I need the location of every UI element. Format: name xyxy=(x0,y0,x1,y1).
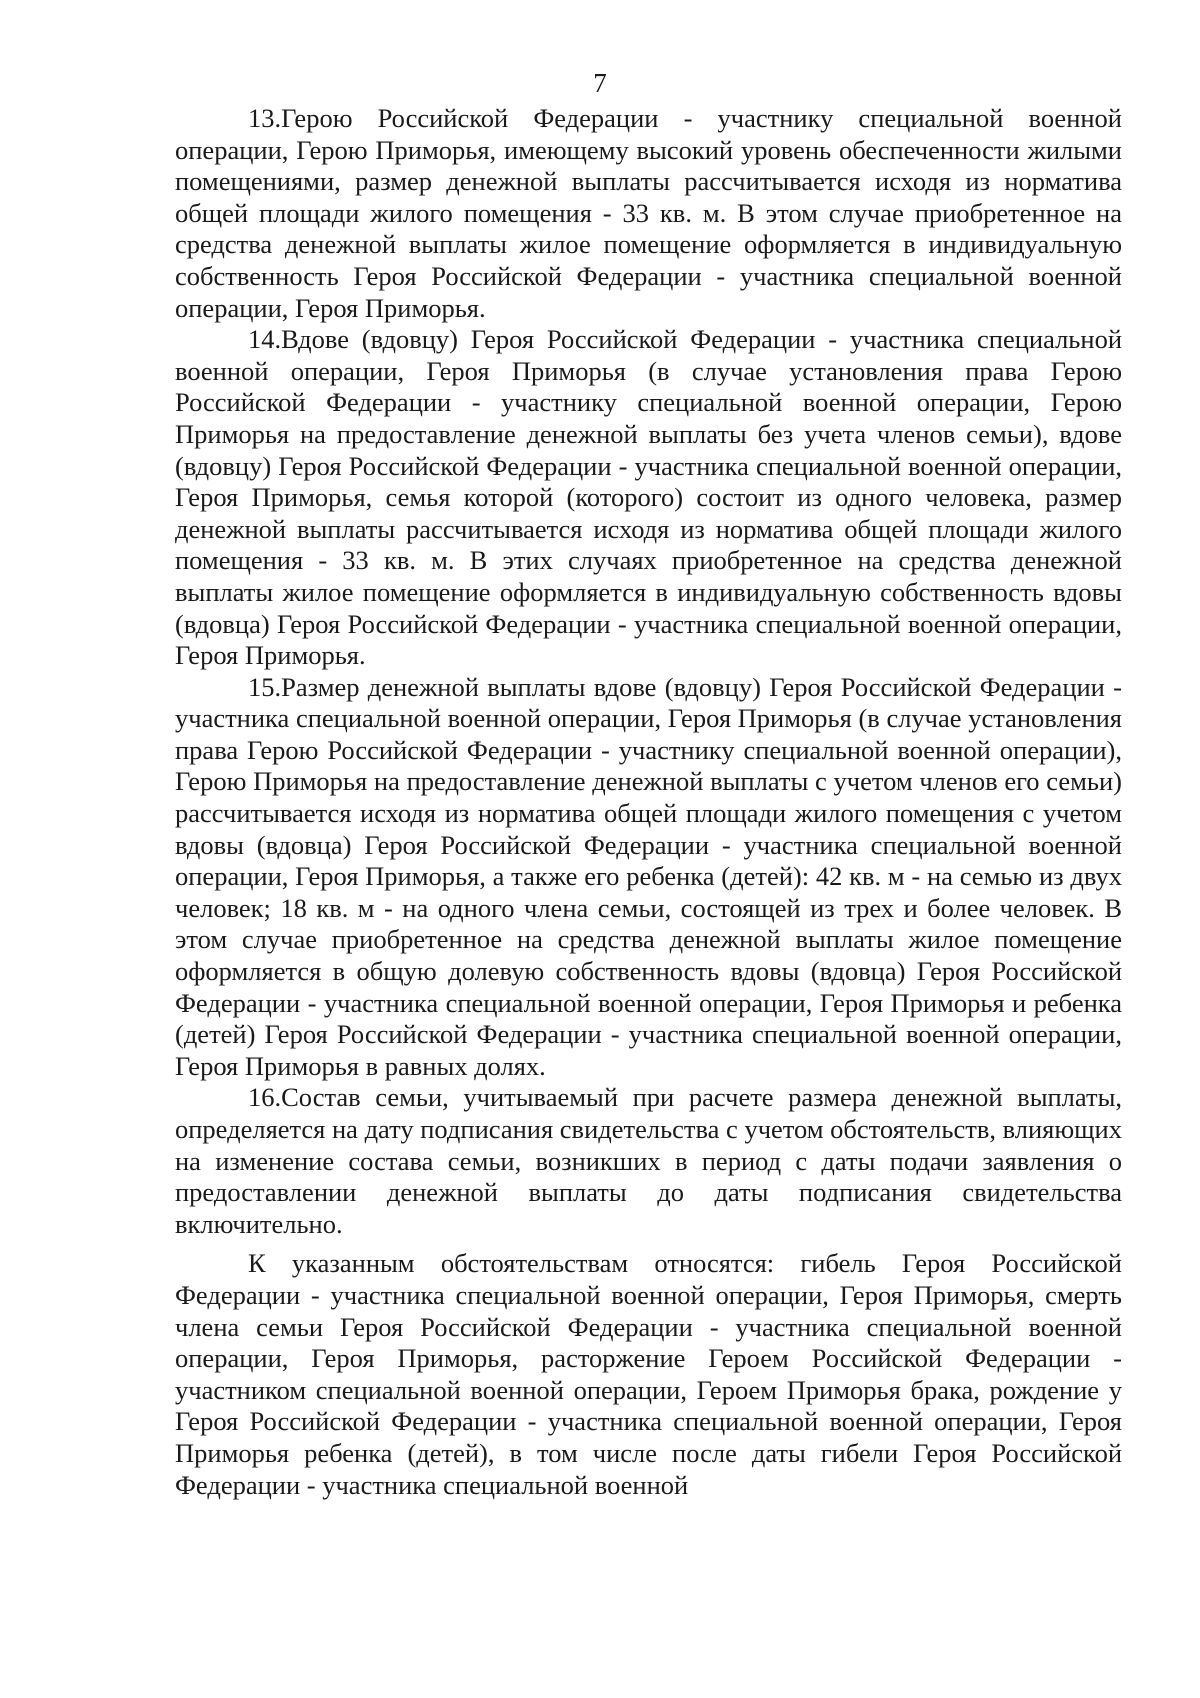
paragraph-16: 16.Состав семьи, учитываемый при расчете размера денежной выплаты, определяется на дату подписания свидетельства с учетом обстоятельств, влияющих на изменение состава семьи, возникших в период с даты подачи заявления о предоставлении денежной выплаты до даты подписания свидетельства включительно. xyxy=(175,1082,1122,1239)
page-number: 7 xyxy=(593,68,607,98)
paragraph-13: 13.Герою Российской Федерации - участнику специальной военной операции, Герою Приморья, имеющему высокий уровень обеспеченности жилыми помещениями, размер денежной выплаты рассчитывается исходя из норматива общей площади жилого помещения - 33 кв. м. В этом случае приобретенное на средства денежной выплаты жилое помещение оформляется в индивидуальную собственность Героя Российской Федерации - участника специальной военной операции, Героя Приморья. xyxy=(175,103,1122,323)
document-body xyxy=(175,103,1122,1501)
paragraph-14: 14.Вдове (вдовцу) Героя Российской Федерации - участника специальной военной операции, Героя Приморья (в случае установления права Герою Российской Федерации - участнику специальной военной операции, Герою Приморья на предоставление денежной выплаты без учета членов семьи), вдове (вдовцу) Героя Российской Федерации - участника специальной военной операции, Героя Приморья, семья которой (которого) состоит из одного человека, размер денежной выплаты рассчитывается исходя из норматива общей площади жилого помещения - 33 кв. м. В этих случаях приобретенное на средства денежной выплаты жилое помещение оформляется в индивидуальную собственность вдовы (вдовца) Героя Российской Федерации - участника специальной военной операции, Героя Приморья. xyxy=(175,324,1122,671)
paragraph-15: 15.Размер денежной выплаты вдове (вдовцу) Героя Российской Федерации - участника специальной военной операции, Героя Приморья (в случае установления права Герою Российской Федерации - участнику специальной военной операции), Герою Приморья на предоставление денежной выплаты с учетом членов его семьи) рассчитывается исходя из норматива общей площади жилого помещения с учетом вдовы (вдовца) Героя Российской Федерации - участника специальной военной операции, Героя Приморья, а также его ребенка (детей): 42 кв. м - на семью из двух человек; 18 кв. м - на одного члена семьи, состоящей из трех и более человек. В этом случае приобретенное на средства денежной выплаты жилое помещение оформляется в общую долевую собственность вдовы (вдовца) Героя Российской Федерации - участника специальной военной операции, Героя Приморья и ребенка (детей) Героя Российской Федерации - участника специальной военной операции, Героя Приморья в равных долях. xyxy=(175,671,1122,1081)
paragraph-circumstances: К указанным обстоятельствам относятся: гибель Героя Российской Федерации - участника специальной военной операции, Героя Приморья, смерть члена семьи Героя Российской Федерации - участника специальной военной операции, Героя Приморья, расторжение Героем Российской Федерации - участником специальной военной операции, Героем Приморья брака, рождение у Героя Российской Федерации - участника специальной военной операции, Героя Приморья ребенка (детей), в том числе после даты гибели Героя Российской Федерации - участника специальной военной xyxy=(175,1248,1122,1500)
